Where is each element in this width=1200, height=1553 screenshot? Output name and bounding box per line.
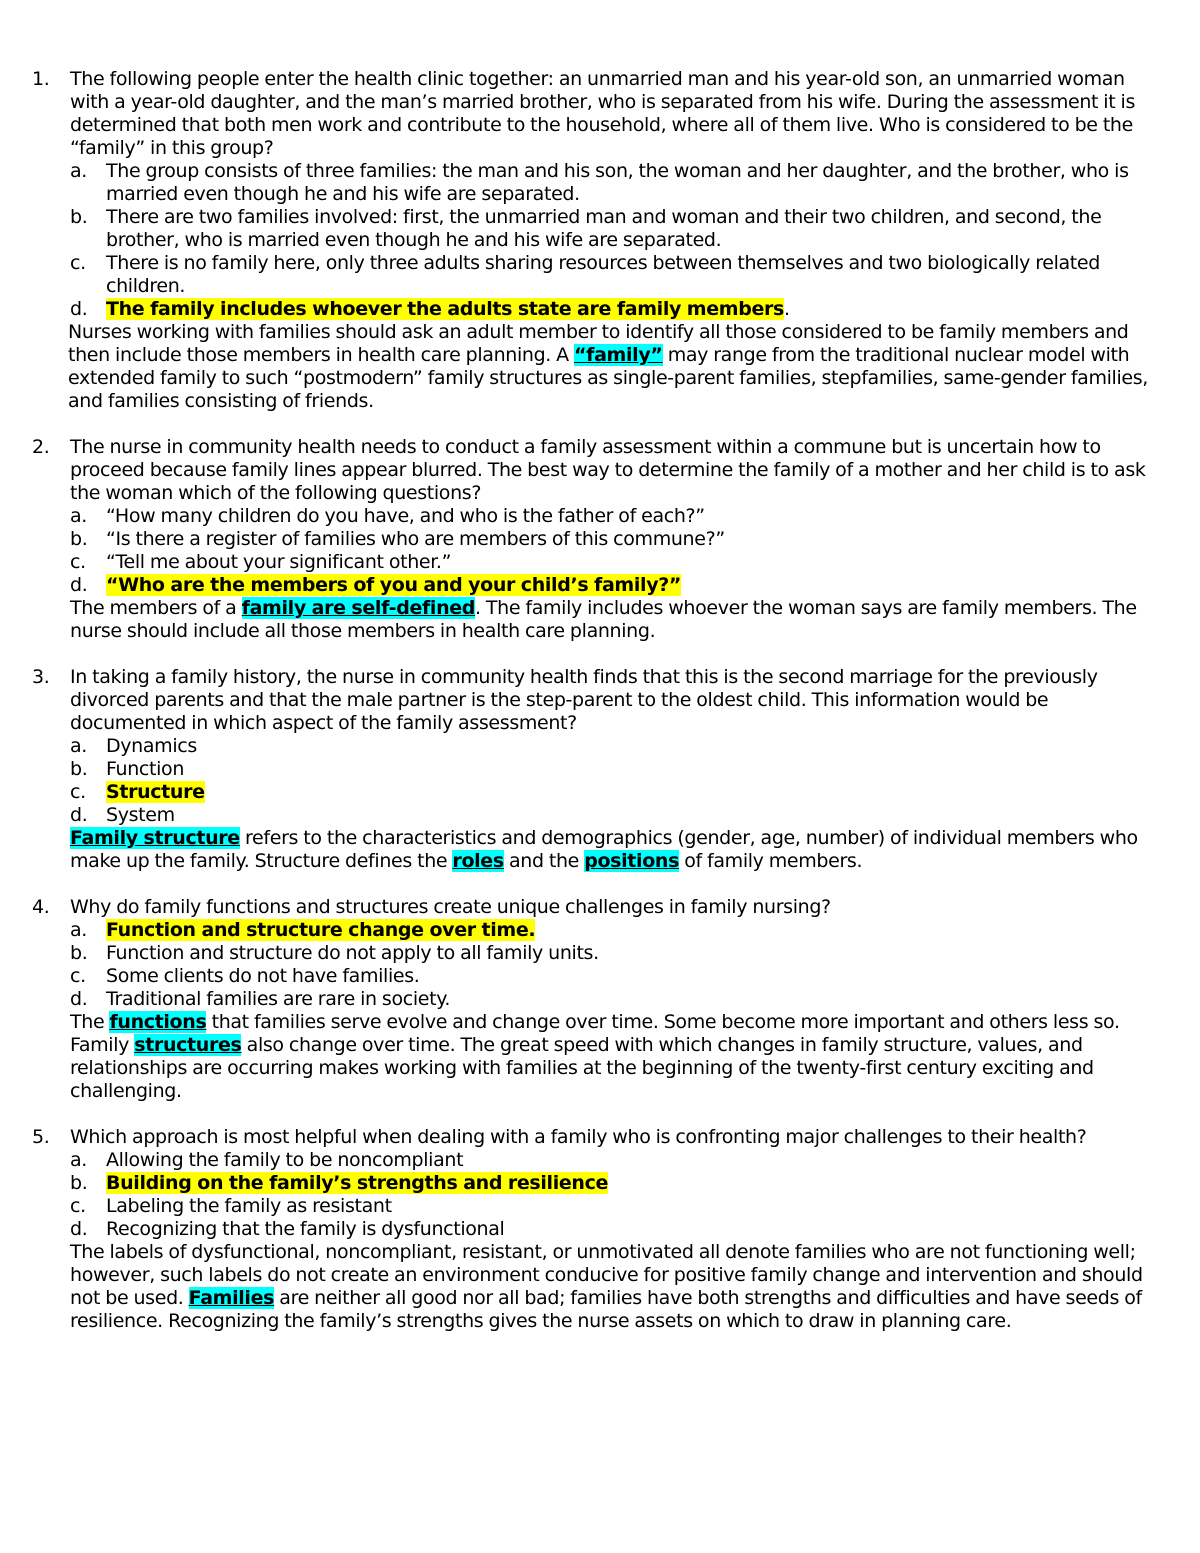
option-b: b. “Is there a register of families who are members of this commune?”	[70, 528, 1152, 551]
option-text: The group consists of three families: the man and his son, the woman and her daughter, and the brother, who is married even though he and his wife are separated.	[106, 160, 1129, 205]
option-text: “Is there a register of families who are members of this commune?”	[106, 528, 725, 550]
option-a-correct: a. Function and structure change over time.	[70, 919, 536, 941]
keyword-highlight: Families	[188, 1287, 275, 1309]
option-text: “Tell me about your significant other.”	[106, 551, 452, 573]
option-text: Function and structure do not apply to all family units.	[106, 942, 599, 964]
option-d-correct: d. “Who are the members of you and your child’s family?”	[70, 574, 682, 596]
option-text: Function	[106, 758, 185, 780]
option-text: There is no family here, only three adults sharing resources between themselves and two biologically related children.	[106, 252, 1100, 297]
keyword-highlight: “family”	[574, 344, 663, 366]
option-d: d. Recognizing that the family is dysfunctional	[70, 1218, 1152, 1241]
question-number: 2.	[32, 436, 50, 458]
question-4	[32, 896, 1152, 1103]
option-text: There are two families involved: first, the unmarried man and woman and their two children, and second, the brother, who is married even though he and his wife are separated.	[106, 206, 1102, 251]
option-text: Dynamics	[106, 735, 197, 757]
option-b: b. Function	[70, 758, 1152, 781]
keyword-highlight: positions	[584, 850, 680, 872]
option-text: “How many children do you have, and who is the father of each?”	[106, 505, 705, 527]
question-stem: The nurse in community health needs to conduct a family assessment within a commune but is uncertain how to proceed because family lines appear blurred. The best way to determine the family of a mother and her child is to ask the woman which of the following questions?	[70, 436, 1146, 504]
question-stem: Which approach is most helpful when dealing with a family who is confronting major challenges to their health?	[70, 1126, 1087, 1148]
option-a: a. The group consists of three families: the man and his son, the woman and her daughter, and the brother, who is married even though he and his wife are separated.	[70, 160, 1152, 206]
option-b: b. There are two families involved: first, the unmarried man and woman and their two children, and second, the brother, who is married even though he and his wife are separated.	[70, 206, 1152, 252]
question-2	[32, 436, 1152, 643]
question-1	[32, 68, 1152, 413]
correct-answer-highlight: Structure	[106, 781, 205, 803]
keyword-highlight: roles	[452, 850, 504, 872]
rationale: The functions that families serve evolve and change over time. Some become more important and others less so. Family structures also change over time. The great speed with which changes in family structure, values, and relationships are occurring makes working with families at the beginning of the twenty-first century exciting and challenging.	[70, 1011, 1120, 1102]
option-text: Traditional families are rare in society.	[106, 988, 451, 1010]
document-page	[32, 68, 1152, 1356]
option-text: Recognizing that the family is dysfunctional	[106, 1218, 505, 1240]
rationale: Nurses working with families should ask an adult member to identify all those considered to be family members and then include those members in health care planning. A “family” may range from the traditional nuclear model with extended family to such “postmodern” family structures as single-parent families, stepfamilies, same-gender families, and families consisting of friends.	[68, 321, 1148, 412]
option-c: c. Labeling the family as resistant	[70, 1195, 1152, 1218]
option-text: Labeling the family as resistant	[106, 1195, 392, 1217]
option-c: c. Some clients do not have families.	[70, 965, 1152, 988]
question-number: 4.	[32, 896, 50, 918]
option-a: a. Allowing the family to be noncompliant	[70, 1149, 1152, 1172]
correct-answer-highlight: “Who are the members of you and your child’s family?”	[106, 574, 682, 596]
option-c: c. There is no family here, only three adults sharing resources between themselves and two biologically related children.	[70, 252, 1152, 298]
keyword-highlight: family are self-defined	[241, 597, 476, 619]
correct-answer-highlight: Function and structure change over time.	[106, 919, 536, 941]
option-c: c. “Tell me about your significant other.”	[70, 551, 1152, 574]
question-stem: Why do family functions and structures create unique challenges in family nursing?	[70, 896, 831, 918]
rationale: The labels of dysfunctional, noncompliant, resistant, or unmotivated all denote families who are not functioning well; however, such labels do not create an environment conducive for positive family change and intervention and should not be used. Families are neither all good nor all bad; families have both strengths and difficulties and have seeds of resilience. Recognizing the family’s strengths gives the nurse assets on which to draw in planning care.	[70, 1241, 1143, 1332]
option-a: a. Dynamics	[70, 735, 1152, 758]
keyword-highlight: structures	[134, 1034, 242, 1056]
option-d: d. System	[70, 804, 1152, 827]
question-number: 3.	[32, 666, 50, 688]
option-text: Some clients do not have families.	[106, 965, 420, 987]
rationale: Family structure refers to the characteristics and demographics (gender, age, number) of individual members who make up the family. Structure defines the roles and the positions of family members.	[70, 827, 1138, 872]
option-b: b. Function and structure do not apply to all family units.	[70, 942, 1152, 965]
option-text: Allowing the family to be noncompliant	[106, 1149, 464, 1171]
question-5	[32, 1126, 1152, 1333]
correct-answer-highlight: Building on the family’s strengths and resilience	[106, 1172, 609, 1194]
question-stem: The following people enter the health clinic together: an unmarried man and his year-old son, an unmarried woman with a year-old daughter, and the man’s married brother, who is separated from his wife. During the assessment it is determined that both men work and contribute to the household, where all of them live. Who is considered to be the “family” in this group?	[70, 68, 1136, 159]
keyword-highlight: Family structure	[70, 827, 240, 849]
question-number: 5.	[32, 1126, 50, 1148]
option-c-correct: c. Structure	[70, 781, 205, 803]
question-3	[32, 666, 1152, 873]
option-d: d. Traditional families are rare in society.	[70, 988, 1152, 1011]
option-a: a. “How many children do you have, and who is the father of each?”	[70, 505, 1152, 528]
option-d-correct: d. The family includes whoever the adults state are family members.	[70, 298, 790, 320]
keyword-highlight: functions	[109, 1011, 207, 1033]
question-number: 1.	[32, 68, 50, 90]
correct-answer-highlight: The family includes whoever the adults state are family members	[106, 298, 784, 320]
rationale: The members of a family are self-defined. The family includes whoever the woman says are family members. The nurse should include all those members in health care planning.	[70, 597, 1137, 642]
question-stem: In taking a family history, the nurse in community health finds that this is the second marriage for the previously divorced parents and that the male partner is the step-parent to the oldest child. This information would be documented in which aspect of the family assessment?	[70, 666, 1098, 734]
option-text: System	[106, 804, 175, 826]
option-b-correct: b. Building on the family’s strengths and resilience	[70, 1172, 609, 1194]
